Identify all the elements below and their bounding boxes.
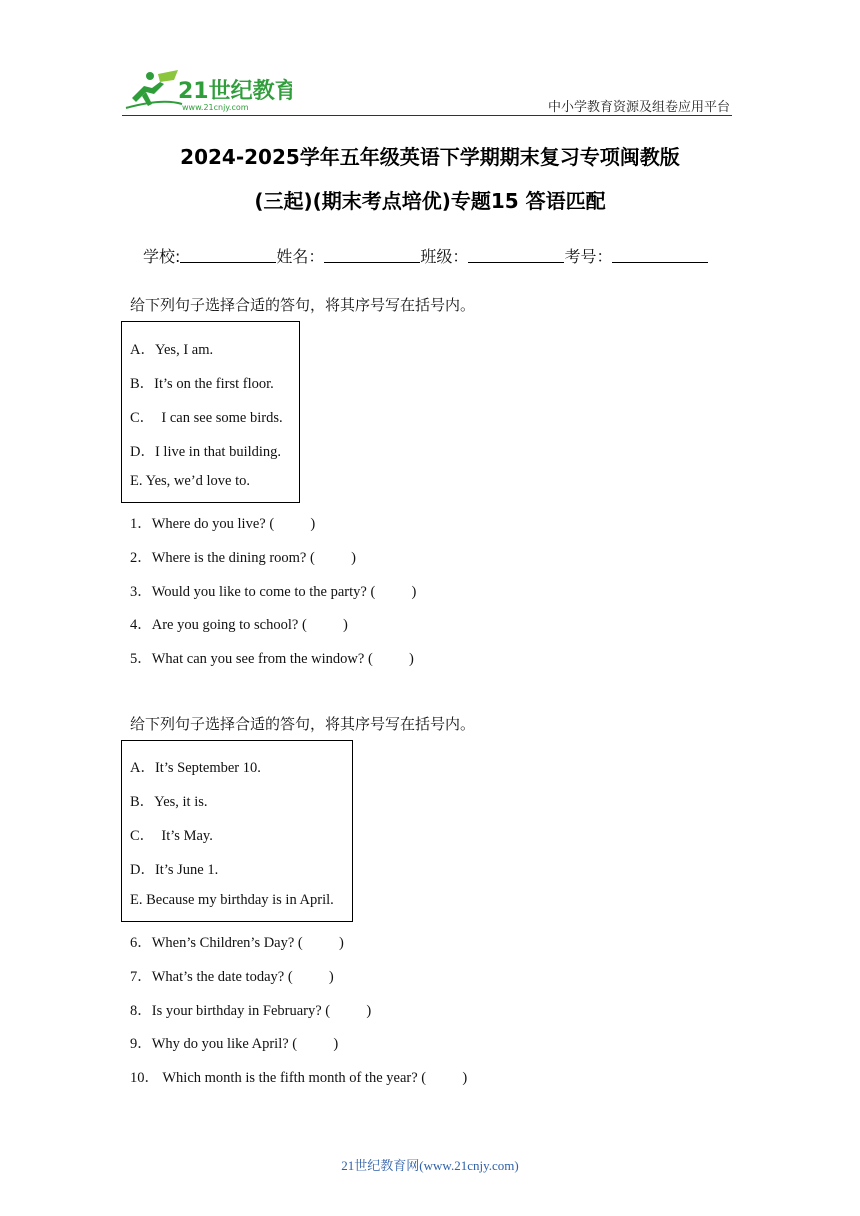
option-item: D．I live in that building.	[130, 444, 282, 460]
name-label: 姓名：	[276, 247, 325, 266]
page-title-line2: (三起)(期末考点培优)专题15 答语匹配	[254, 189, 606, 213]
class-field[interactable]	[468, 244, 564, 263]
question-item: 10． Which month is the fifth month of the year? ( )	[130, 1070, 468, 1086]
option-item: B．It’s on the first floor.	[130, 376, 274, 392]
logo-runner-icon	[122, 68, 292, 114]
school-field[interactable]	[180, 244, 276, 263]
section2-options-box	[121, 740, 353, 922]
question-item: 6．When’s Children’s Day? ( )	[130, 935, 344, 951]
question-item: 5．What can you see from the window? ( )	[130, 651, 414, 667]
name-field[interactable]	[324, 244, 420, 263]
question-item: 7．What’s the date today? ( )	[130, 969, 334, 985]
student-info-row	[143, 244, 708, 267]
option-item: C． I can see some birds.	[130, 410, 283, 426]
question-item: 2．Where is the dining room? ( )	[130, 550, 356, 566]
logo-url-text: www.21cnjy.com	[182, 103, 249, 112]
section2-instruction: 给下列句子选择合适的答句，将其序号写在括号内。	[130, 715, 476, 733]
question-item: 1．Where do you live? ( )	[130, 516, 316, 532]
header-divider	[122, 115, 732, 116]
option-item: A．Yes, I am.	[130, 342, 214, 358]
option-item: C． It’s May.	[130, 828, 213, 844]
question-item: 3．Would you like to come to the party? ( )	[130, 584, 417, 600]
footer-link[interactable]: 21世纪教育网(www.21cnjy.com)	[341, 1158, 519, 1173]
option-item: E. Because my birthday is in April.	[130, 892, 334, 908]
question-item: 4．Are you going to school? ( )	[130, 617, 348, 633]
page-title-line1: 2024-2025学年五年级英语下学期期末复习专项闽教版	[180, 145, 680, 169]
option-item: A．It’s September 10.	[130, 760, 261, 776]
school-label: 学校:	[143, 247, 181, 266]
exam-no-field[interactable]	[612, 244, 708, 263]
logo-text: 21世纪教育	[178, 79, 292, 104]
section1-instruction: 给下列句子选择合适的答句，将其序号写在括号内。	[130, 296, 476, 314]
option-item: B．Yes, it is.	[130, 794, 208, 810]
platform-name: 中小学教育资源及组卷应用平台	[547, 99, 730, 114]
option-item: D．It’s June 1.	[130, 862, 219, 878]
question-item: 8．Is your birthday in February? ( )	[130, 1003, 372, 1019]
class-label: 班级：	[420, 247, 469, 266]
logo	[122, 68, 292, 114]
question-item: 9．Why do you like April? ( )	[130, 1036, 339, 1052]
exam-no-label: 考号：	[564, 247, 613, 266]
option-item: E. Yes, we’d love to.	[130, 473, 251, 489]
section1-options-box	[121, 321, 300, 503]
